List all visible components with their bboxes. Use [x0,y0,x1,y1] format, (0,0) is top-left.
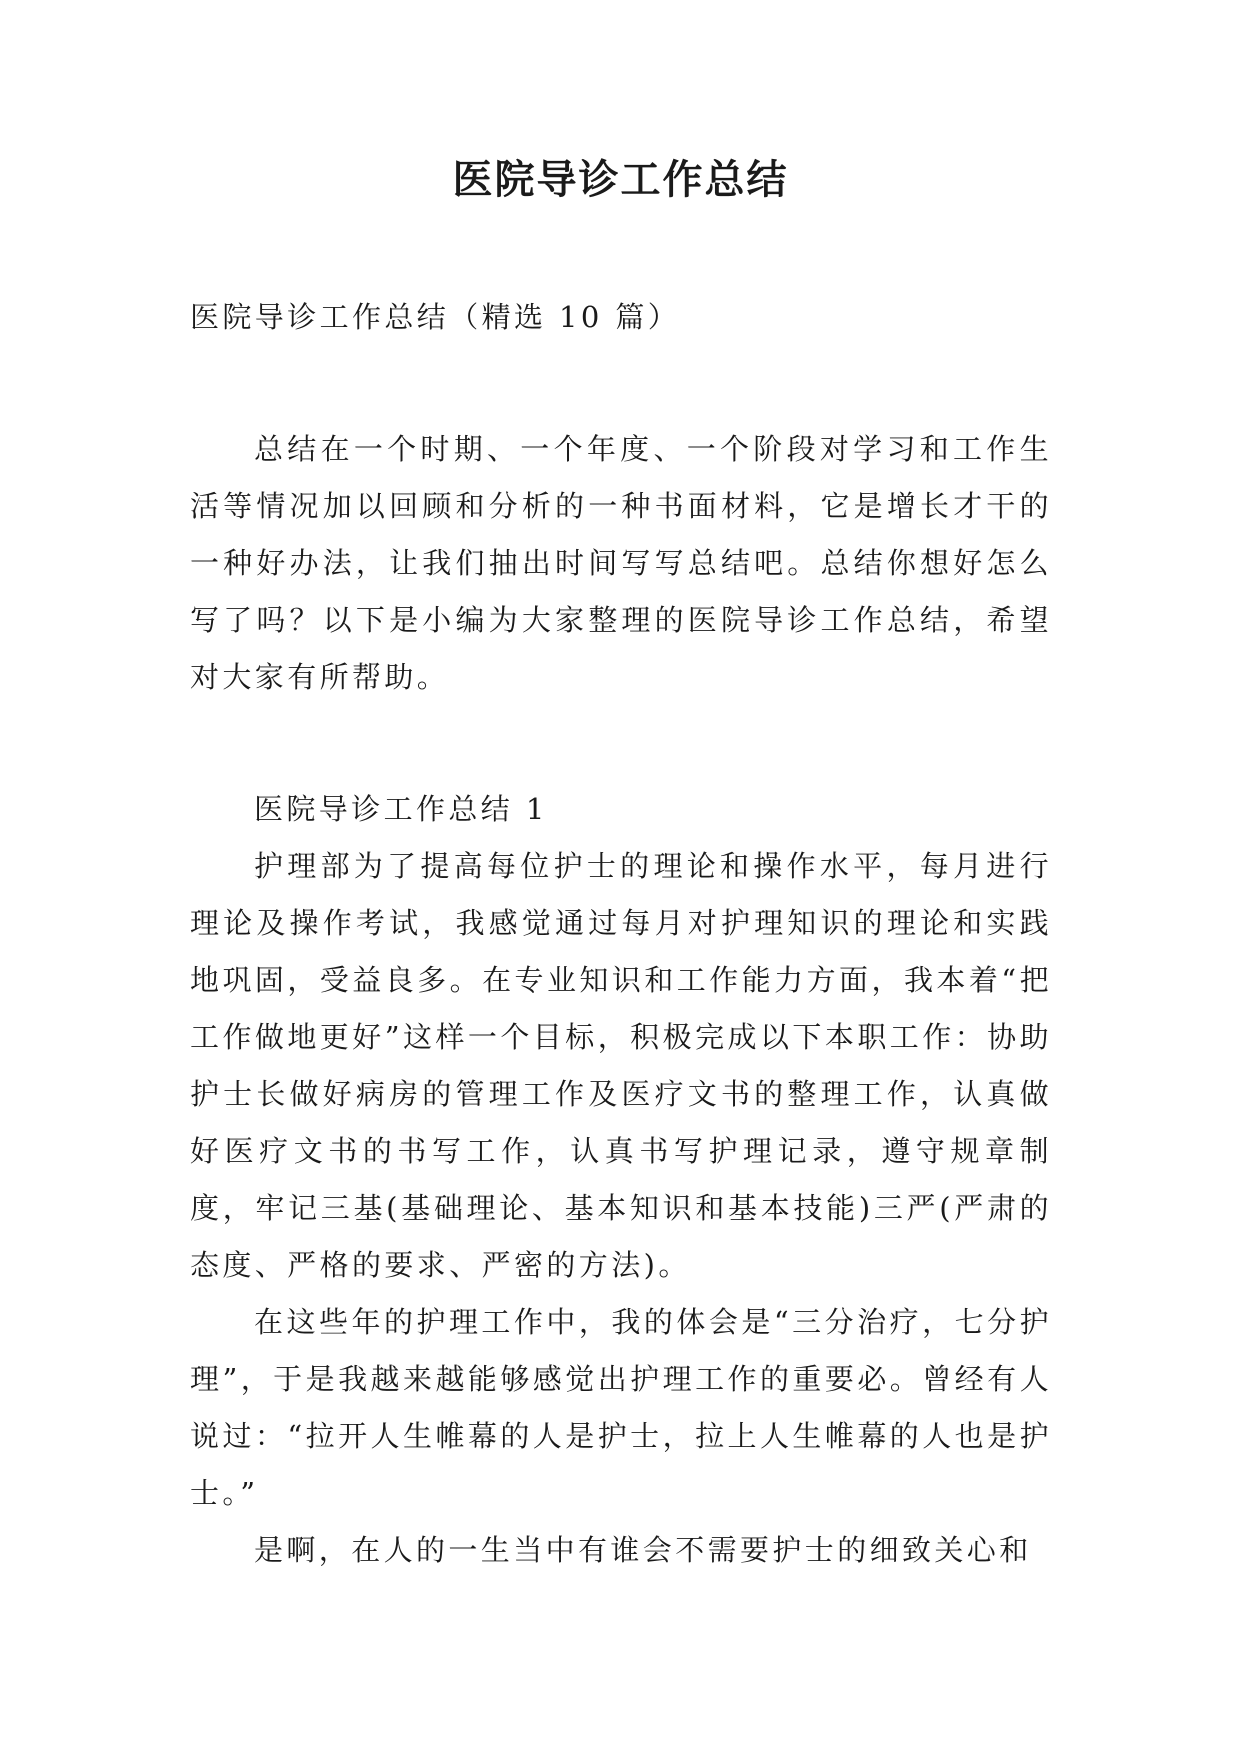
section-heading: 医院导诊工作总结 1 [254,792,548,826]
body-paragraph: 在这些年的护理工作中，我的体会是“三分治疗，七分护理”，于是我越来越能够感觉出护理工作的重要必。曾经有人说过：“拉开人生帷幕的人是护士，拉上人生帷幕的人也是护士。” [190,1305,1052,1510]
intro-paragraph: 总结在一个时期、一个年度、一个阶段对学习和工作生活等情况加以回顾和分析的一种书面材料，它是增长才干的一种好办法，让我们抽出时间写写总结吧。总结你想好怎么写了吗？以下是小编为大家整理的医院导诊工作总结，希望对大家有所帮助。 [190,432,1052,694]
document-body [190,289,1052,1579]
document-subtitle: 医院导诊工作总结（精选 10 篇） [190,300,681,334]
document-title: 医院导诊工作总结 [452,157,789,203]
spacer [190,706,1052,781]
spacer [190,346,1052,421]
body-paragraph: 是啊，在人的一生当中有谁会不需要护士的细致关心和 [254,1533,1032,1567]
body-paragraph: 护理部为了提高每位护士的理论和操作水平，每月进行理论及操作考试，我感觉通过每月对护理知识的理论和实践地巩固，受益良多。在专业知识和工作能力方面，我本着“把工作做地更好”这样一个目标，积极完成以下本职工作：协助护士长做好病房的管理工作及医疗文书的整理工作，认真做好医疗文书的书写工作，认真书写护理记录，遵守规章制度，牢记三基(基础理论、基本知识和基本技能)三严(严肃的态度、严格的要求、严密的方法)。 [190,849,1052,1282]
